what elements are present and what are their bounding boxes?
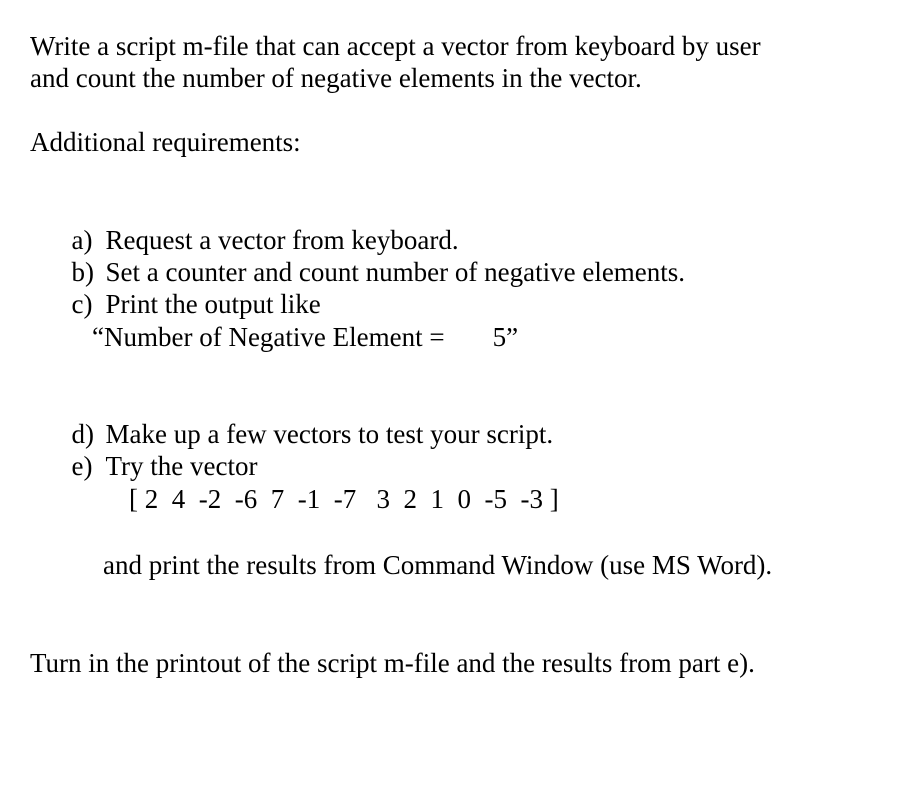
requirement-text: Make up a few vectors to test your script. <box>105 419 554 449</box>
print-instruction: and print the results from Command Window (use MS Word). <box>103 550 773 580</box>
requirement-marker: e) <box>71 451 93 481</box>
output-example <box>92 321 518 353</box>
test-vector: [ 2 4 -2 -6 7 -1 -7 3 2 1 0 -5 -3 ] <box>129 484 559 514</box>
requirement-text: Set a counter and count number of negative elements. <box>105 257 686 287</box>
requirement-text: Request a vector from keyboard. <box>105 225 459 255</box>
requirement-marker: c) <box>71 289 93 319</box>
requirement-marker: b) <box>71 257 94 287</box>
output-example-value: 5” <box>492 322 519 352</box>
intro-line-1: Write a script m-file that can accept a vector from keyboard by user <box>30 31 761 61</box>
turn-in-instruction: Turn in the printout of the script m-file and the results from part e). <box>30 648 755 678</box>
requirement-text: Try the vector <box>105 451 258 481</box>
requirement-marker: d) <box>71 419 94 449</box>
requirement-marker: a) <box>71 225 93 255</box>
additional-requirements-heading: Additional requirements: <box>30 127 301 157</box>
requirement-c <box>58 256 321 320</box>
requirement-e <box>58 418 257 482</box>
output-example-label: “Number of Negative Element = <box>92 322 445 352</box>
requirement-text: Print the output like <box>105 289 321 319</box>
intro-line-2: and count the number of negative elements in the vector. <box>30 63 642 93</box>
